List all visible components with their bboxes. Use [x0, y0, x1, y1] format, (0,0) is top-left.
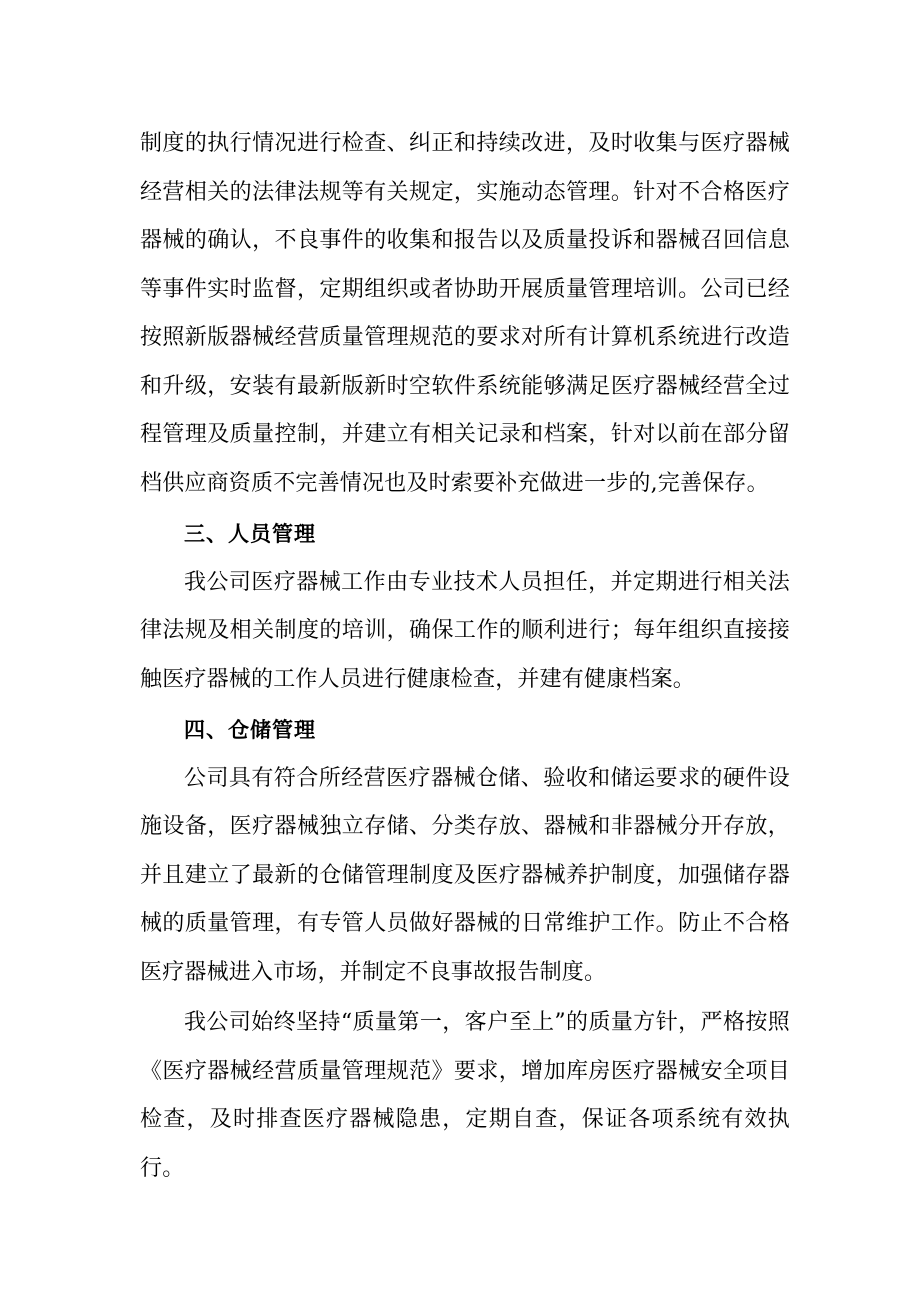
document-body	[140, 120, 790, 1195]
paragraph-continued: 制度的执行情况进行检查、纠正和持续改进，及时收集与医疗器械经营相关的法律法规等有关规定，实施动态管理。针对不合格医疗器械的确认，不良事件的收集和报告以及质量投诉和器械召回信息等事件实时监督，定期组织或者协助开展质量管理培训。公司已经按照新版器械经营质量管理规范的要求对所有计算机系统进行改造和升级，安装有最新版新时空软件系统能够满足医疗器械经营全过程管理及质量控制，并建立有相关记录和档案，针对以前在部分留档供应商资质不完善情况也及时索要补充做进一步的,完善保存。	[140, 131, 790, 496]
paragraph-personnel: 我公司医疗器械工作由专业技术人员担任，并定期进行相关法律法规及相关制度的培训，确保工作的顺利进行；每年组织直接接触医疗器械的工作人员进行健康检查，并建有健康档案。	[140, 569, 790, 692]
section-heading-storage: 四、仓储管理	[184, 718, 316, 742]
section-heading-personnel: 三、人员管理	[184, 522, 316, 546]
paragraph-quality-policy: 我公司始终坚持“质量第一，客户至上”的质量方针，严格按照《医疗器械经营质量管理规范》要求，增加库房医疗器械安全项目检查，及时排查医疗器械隐患，定期自查，保证各项系统有效执行。	[140, 1010, 790, 1181]
paragraph-storage: 公司具有符合所经营医疗器械仓储、验收和储运要求的硬件设施设备，医疗器械独立存储、分类存放、器械和非器械分开存放，并且建立了最新的仓储管理制度及医疗器械养护制度，加强储存器械的质量管理，有专管人员做好器械的日常维护工作。防止不合格医疗器械进入市场，并制定不良事故报告制度。	[140, 765, 790, 985]
